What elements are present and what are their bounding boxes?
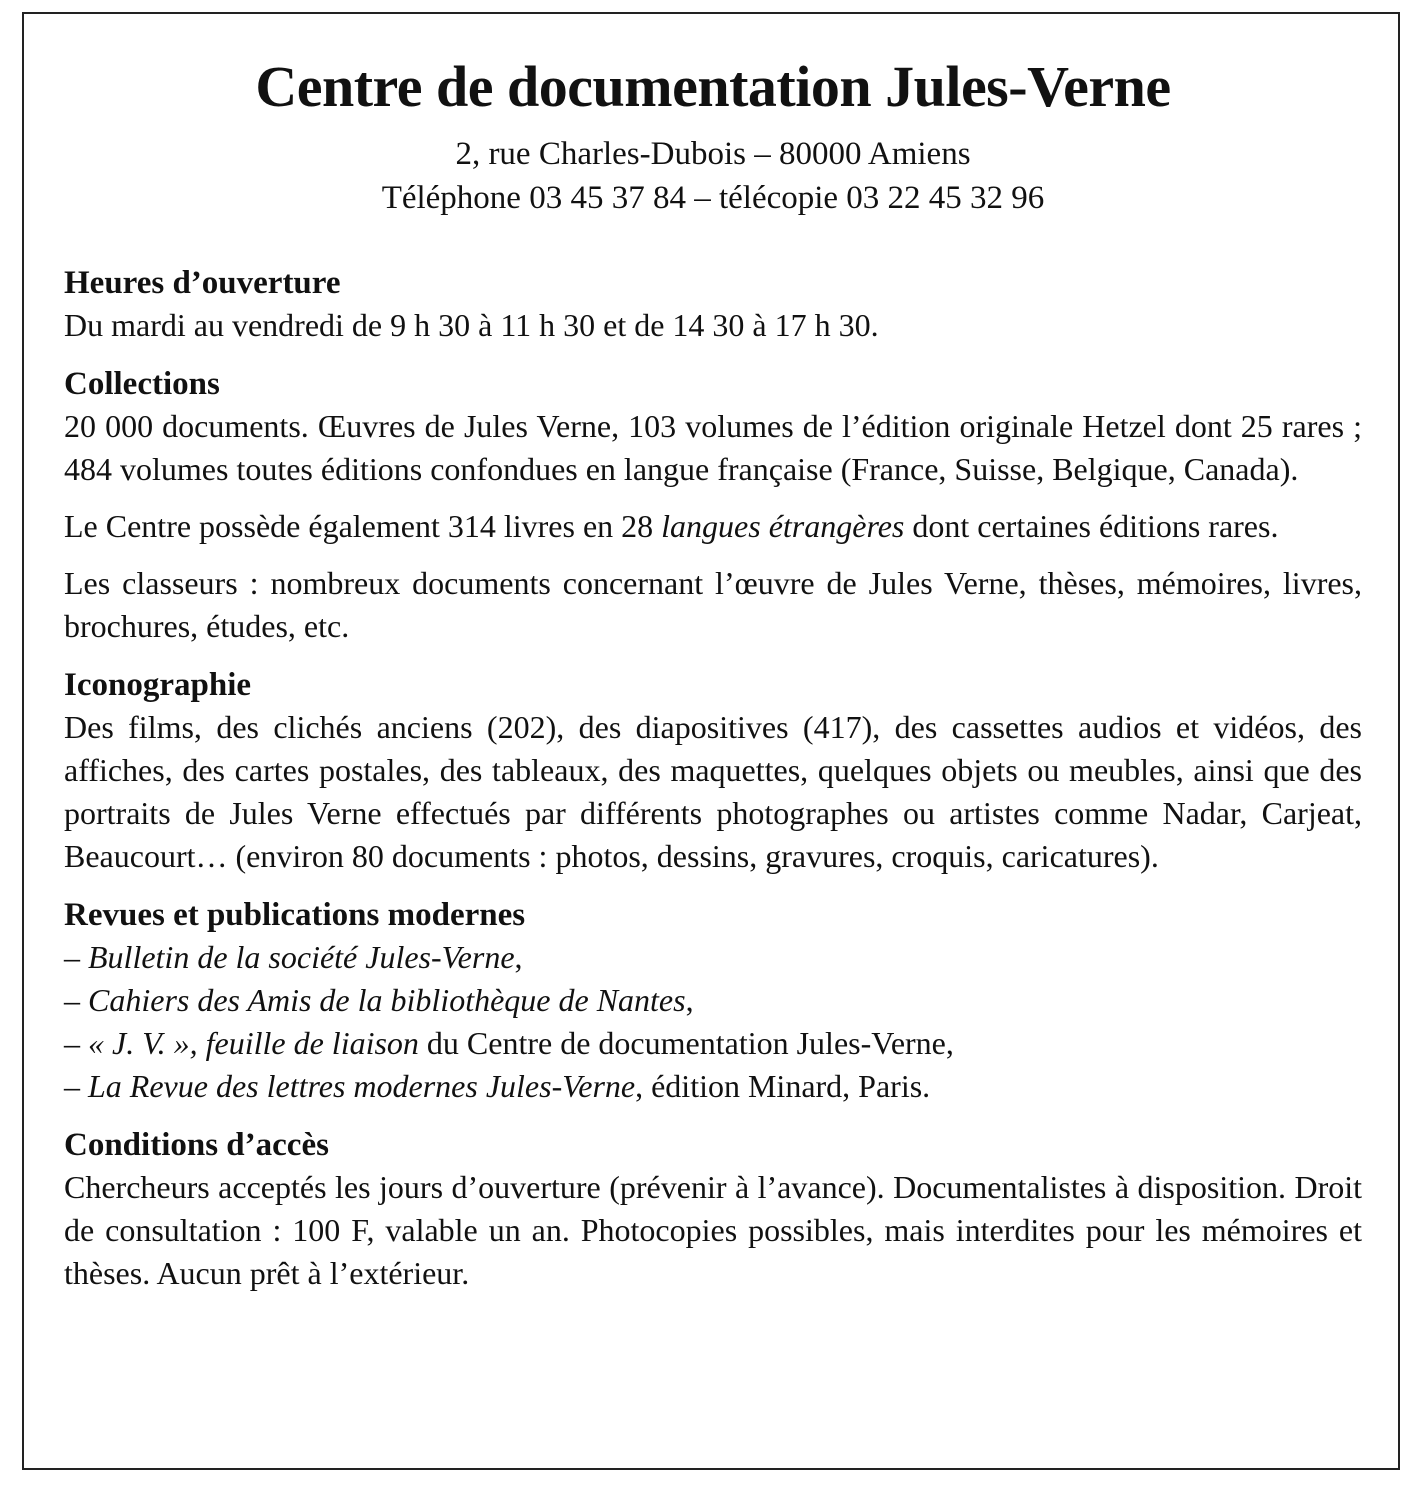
address-block — [64, 132, 1362, 220]
section-hours — [64, 262, 1362, 347]
journal-title: La Revue des lettres modernes Jules-Verne — [88, 1068, 636, 1104]
journal-title: Cahiers des Amis de la bibliothèque de Nantes — [88, 982, 686, 1018]
journal-title: Bulletin de la société Jules-Verne — [88, 939, 515, 975]
section-iconography — [64, 664, 1362, 878]
list-dash: – — [64, 939, 88, 975]
page-title: Centre de documentation Jules-Verne — [255, 54, 1171, 119]
text-run: du Centre de documentation Jules-Verne, — [418, 1025, 954, 1061]
collections-paragraph-1: 20 000 documents. Œuvres de Jules Verne, 103 volumes de l’édition originale Hetzel dont 25 rares ; 484 volumes toutes éditions confondues en langue française (France, Suisse, Belgique, Canada). — [64, 408, 1362, 487]
text-run: , — [514, 939, 523, 975]
document-content — [64, 54, 1362, 1295]
collections-paragraph-2 — [64, 505, 1362, 548]
contact-line: Téléphone 03 45 37 84 – télécopie 03 22 45 32 96 — [381, 180, 1045, 216]
text-run: , édition Minard, Paris. — [635, 1068, 931, 1104]
section-text: Chercheurs acceptés les jours d’ouverture (prévenir à l’avance). Documentalistes à disposition. Droit de consultation : 100 F, valable un an. Photocopies possibles, mais interdites pour les mémoires et thèses. Aucun prêt à l’extérieur. — [64, 1169, 1362, 1291]
section-heading: Heures d’ouverture — [64, 265, 341, 301]
list-item — [64, 979, 1362, 1022]
section-heading: Collections — [64, 366, 220, 402]
text-run: dont certaines éditions rares. — [904, 508, 1279, 544]
list-item — [64, 1065, 1362, 1108]
text-run: , — [685, 982, 694, 1018]
address-line: 2, rue Charles-Dubois – 80000 Amiens — [455, 136, 971, 172]
list-dash: – — [64, 982, 88, 1018]
italic-run: langues étrangères — [661, 508, 905, 544]
section-access — [64, 1124, 1362, 1295]
section-text: Du mardi au vendredi de 9 h 30 à 11 h 30 et de 14 30 à 17 h 30. — [64, 307, 879, 343]
section-heading: Conditions d’accès — [64, 1127, 329, 1163]
section-heading: Revues et publications modernes — [64, 897, 526, 933]
text-run: Le Centre possède également 314 livres en 28 — [64, 508, 662, 544]
list-item — [64, 936, 1362, 979]
list-dash: – — [64, 1068, 88, 1104]
section-journals — [64, 894, 1362, 1108]
section-text: Des films, des clichés anciens (202), des diapositives (417), des cassettes audios et vidéos, des affiches, des cartes postales, des tableaux, des maquettes, quelques objets ou meubles, ainsi que des portraits de Jules Verne effectués par différents photographes ou artistes comme Nadar, Carjeat, Beaucourt… (environ 80 documents : photos, dessins, gravures, croquis, caricatures). — [64, 709, 1362, 874]
collections-paragraph-3: Les classeurs : nombreux documents concernant l’œuvre de Jules Verne, thèses, mémoires, livres, brochures, études, etc. — [64, 565, 1362, 644]
section-heading: Iconographie — [64, 667, 252, 703]
document-frame — [22, 12, 1400, 1470]
list-dash: – — [64, 1025, 88, 1061]
journal-list — [64, 936, 1362, 1108]
list-item — [64, 1022, 1362, 1065]
section-collections — [64, 363, 1362, 648]
journal-title: « J. V. », feuille de liaison — [88, 1025, 419, 1061]
